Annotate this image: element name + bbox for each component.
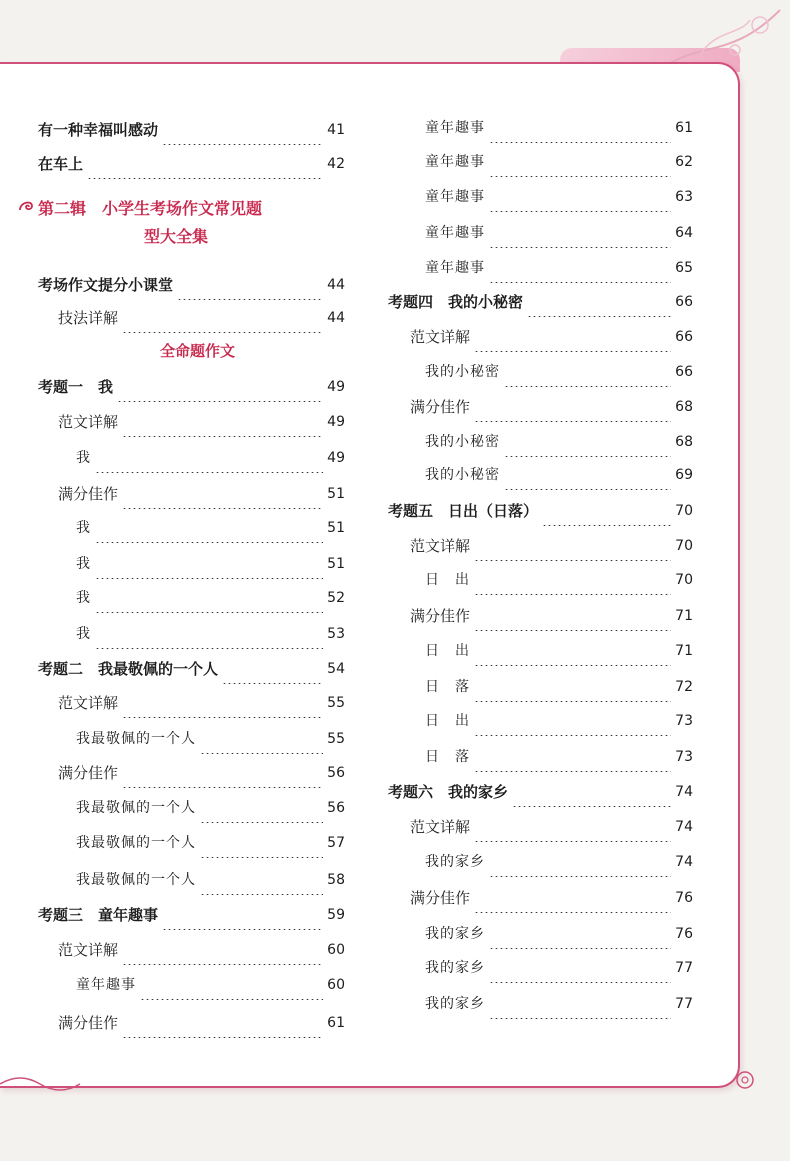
toc-entry-title: 考场作文提分小课堂 bbox=[38, 276, 174, 294]
toc-entry[interactable] bbox=[58, 935, 345, 965]
toc-entry-title: 满分佳作 bbox=[58, 1014, 119, 1032]
toc-entry-title: 满分佳作 bbox=[410, 607, 471, 625]
dot-leader bbox=[512, 777, 671, 807]
dot-leader bbox=[474, 672, 671, 702]
toc-entry-page: 51 bbox=[327, 520, 345, 536]
dot-leader bbox=[162, 900, 323, 930]
toc-entry-title: 考题六 我的家乡 bbox=[388, 783, 509, 801]
toc-entry[interactable] bbox=[425, 427, 693, 457]
subsection-heading: 全命题作文 bbox=[160, 342, 236, 360]
toc-entry-page: 49 bbox=[327, 379, 345, 395]
bottom-border-swirl bbox=[0, 1070, 760, 1100]
toc-entry[interactable] bbox=[58, 407, 345, 437]
dot-leader bbox=[504, 357, 671, 387]
toc-entry-title: 范文详解 bbox=[410, 537, 471, 555]
dot-leader bbox=[122, 303, 323, 333]
toc-entry[interactable] bbox=[58, 1008, 345, 1038]
toc-entry[interactable] bbox=[38, 149, 345, 179]
toc-entry[interactable] bbox=[425, 919, 693, 949]
dot-leader bbox=[162, 115, 323, 145]
toc-entry[interactable] bbox=[38, 900, 345, 930]
dot-leader bbox=[122, 407, 323, 437]
toc-entry[interactable] bbox=[38, 270, 345, 300]
toc-entry[interactable] bbox=[425, 182, 693, 212]
toc-entry-page: 77 bbox=[675, 960, 693, 976]
toc-entry[interactable] bbox=[425, 989, 693, 1019]
toc-entry-title: 我最敬佩的一个人 bbox=[76, 872, 196, 888]
dot-leader bbox=[95, 443, 323, 473]
dot-leader bbox=[87, 149, 323, 179]
toc-entry-page: 61 bbox=[675, 120, 693, 136]
toc-entry-title: 日 出 bbox=[425, 713, 470, 729]
dot-leader bbox=[474, 392, 671, 422]
toc-entry-title: 考题二 我最敬佩的一个人 bbox=[38, 660, 219, 678]
dot-leader bbox=[95, 549, 323, 579]
toc-entry-title: 我最敬佩的一个人 bbox=[76, 731, 196, 747]
dot-leader bbox=[122, 1008, 323, 1038]
toc-entry-title: 考题五 日出（日落） bbox=[388, 502, 539, 520]
toc-entry[interactable] bbox=[425, 847, 693, 877]
toc-entry-title: 童年趣事 bbox=[76, 977, 136, 993]
toc-entry-title: 我 bbox=[76, 520, 91, 536]
toc-entry-page: 74 bbox=[675, 854, 693, 870]
toc-entry[interactable] bbox=[425, 218, 693, 248]
toc-entry[interactable] bbox=[410, 392, 693, 422]
toc-entry-title: 我的家乡 bbox=[425, 854, 485, 870]
toc-entry[interactable] bbox=[76, 549, 345, 579]
toc-entry[interactable] bbox=[76, 793, 345, 823]
toc-entry[interactable] bbox=[76, 970, 345, 1000]
dot-leader bbox=[122, 479, 323, 509]
toc-entry-title: 我的家乡 bbox=[425, 926, 485, 942]
toc-entry-page: 55 bbox=[327, 695, 345, 711]
toc-entry-title: 我的小秘密 bbox=[425, 467, 500, 483]
toc-entry-page: 71 bbox=[675, 643, 693, 659]
toc-entry-page: 44 bbox=[327, 310, 345, 326]
toc-entry-page: 69 bbox=[675, 467, 693, 483]
dot-leader bbox=[474, 531, 671, 561]
toc-entry-page: 76 bbox=[675, 890, 693, 906]
section-heading-line1: 第二辑 小学生考场作文常见题 bbox=[38, 199, 263, 218]
toc-entry-page: 54 bbox=[327, 661, 345, 677]
toc-entry-page: 70 bbox=[675, 572, 693, 588]
toc-entry-page: 73 bbox=[675, 749, 693, 765]
toc-entry[interactable] bbox=[76, 619, 345, 649]
dot-leader bbox=[474, 322, 671, 352]
toc-entry-title: 我的家乡 bbox=[425, 960, 485, 976]
toc-entry[interactable] bbox=[76, 865, 345, 895]
dot-leader bbox=[474, 883, 671, 913]
toc-entry[interactable] bbox=[76, 443, 345, 473]
toc-entry-page: 49 bbox=[327, 450, 345, 466]
toc-entry-title: 我的小秘密 bbox=[425, 434, 500, 450]
dot-leader bbox=[474, 812, 671, 842]
dot-leader bbox=[474, 742, 671, 772]
toc-entry-title: 满分佳作 bbox=[410, 398, 471, 416]
toc-entry-title: 满分佳作 bbox=[58, 764, 119, 782]
toc-entry-page: 71 bbox=[675, 608, 693, 624]
dot-leader bbox=[117, 372, 323, 402]
toc-entry[interactable] bbox=[58, 758, 345, 788]
toc-entry[interactable] bbox=[425, 357, 693, 387]
toc-entry[interactable] bbox=[388, 496, 693, 526]
toc-entry[interactable] bbox=[38, 372, 345, 402]
dot-leader bbox=[95, 513, 323, 543]
toc-entry-title: 技法详解 bbox=[58, 309, 119, 327]
toc-entry[interactable] bbox=[425, 706, 693, 736]
dot-leader bbox=[200, 793, 323, 823]
toc-entry-title: 我 bbox=[76, 590, 91, 606]
dot-leader bbox=[474, 636, 671, 666]
toc-entry[interactable] bbox=[388, 287, 693, 317]
toc-entry-title: 日 落 bbox=[425, 749, 470, 765]
toc-entry[interactable] bbox=[410, 531, 693, 561]
toc-entry-page: 60 bbox=[327, 942, 345, 958]
toc-entry-title: 我的家乡 bbox=[425, 996, 485, 1012]
toc-entry-title: 考题三 童年趣事 bbox=[38, 906, 159, 924]
toc-entry-title: 日 出 bbox=[425, 572, 470, 588]
toc-entry[interactable] bbox=[58, 479, 345, 509]
toc-entry-page: 60 bbox=[327, 977, 345, 993]
dot-leader bbox=[527, 287, 671, 317]
toc-entry-page: 73 bbox=[675, 713, 693, 729]
dot-leader bbox=[489, 147, 671, 177]
toc-entry-title: 日 落 bbox=[425, 679, 470, 695]
dot-leader bbox=[95, 619, 323, 649]
dot-leader bbox=[489, 953, 671, 983]
toc-entry-title: 童年趣事 bbox=[425, 154, 485, 170]
toc-entry[interactable] bbox=[425, 460, 693, 490]
dot-leader bbox=[222, 654, 323, 684]
swirl-icon bbox=[18, 198, 36, 214]
toc-entry-title: 日 出 bbox=[425, 643, 470, 659]
toc-entry[interactable] bbox=[425, 113, 693, 143]
toc-entry-title: 我的小秘密 bbox=[425, 364, 500, 380]
toc-entry[interactable] bbox=[425, 672, 693, 702]
toc-entry-title: 范文详解 bbox=[58, 694, 119, 712]
dot-leader bbox=[489, 218, 671, 248]
toc-entry[interactable] bbox=[38, 654, 345, 684]
toc-entry-title: 我最敬佩的一个人 bbox=[76, 800, 196, 816]
toc-entry[interactable] bbox=[425, 253, 693, 283]
toc-entry-page: 56 bbox=[327, 765, 345, 781]
toc-entry-page: 66 bbox=[675, 329, 693, 345]
toc-entry-page: 74 bbox=[675, 819, 693, 835]
toc-entry-title: 范文详解 bbox=[58, 413, 119, 431]
section-heading-line2: 型大全集 bbox=[144, 227, 209, 246]
toc-entry[interactable] bbox=[410, 812, 693, 842]
toc-entry[interactable] bbox=[58, 303, 345, 333]
dot-leader bbox=[474, 565, 671, 595]
toc-entry[interactable] bbox=[425, 147, 693, 177]
section-heading bbox=[38, 195, 358, 251]
toc-entry[interactable] bbox=[38, 115, 345, 145]
toc-entry-page: 61 bbox=[327, 1015, 345, 1031]
toc-entry-page: 70 bbox=[675, 538, 693, 554]
toc-entry-title: 我 bbox=[76, 626, 91, 642]
toc-entry[interactable] bbox=[388, 777, 693, 807]
toc-entry-title: 我 bbox=[76, 556, 91, 572]
toc-entry-title: 有一种幸福叫感动 bbox=[38, 121, 159, 139]
toc-entry[interactable] bbox=[58, 688, 345, 718]
dot-leader bbox=[95, 583, 323, 613]
toc-entry-title: 满分佳作 bbox=[410, 889, 471, 907]
toc-entry-title: 满分佳作 bbox=[58, 485, 119, 503]
dot-leader bbox=[489, 847, 671, 877]
dot-leader bbox=[489, 989, 671, 1019]
dot-leader bbox=[122, 935, 323, 965]
toc-entry-title: 范文详解 bbox=[410, 328, 471, 346]
toc-entry-page: 56 bbox=[327, 800, 345, 816]
toc-entry-page: 51 bbox=[327, 486, 345, 502]
dot-leader bbox=[200, 724, 323, 754]
dot-leader bbox=[489, 919, 671, 949]
dot-leader bbox=[474, 706, 671, 736]
toc-entry[interactable] bbox=[76, 513, 345, 543]
toc-entry-title: 考题一 我 bbox=[38, 378, 114, 396]
dot-leader bbox=[122, 688, 323, 718]
toc-entry-page: 77 bbox=[675, 996, 693, 1012]
toc-entry-page: 41 bbox=[327, 122, 345, 138]
toc-entry[interactable] bbox=[425, 953, 693, 983]
toc-entry-page: 44 bbox=[327, 277, 345, 293]
toc-entry-page: 68 bbox=[675, 399, 693, 415]
toc-entry-title: 童年趣事 bbox=[425, 225, 485, 241]
toc-entry-page: 72 bbox=[675, 679, 693, 695]
toc-entry-page: 64 bbox=[675, 225, 693, 241]
toc-entry-page: 53 bbox=[327, 626, 345, 642]
toc-entry[interactable] bbox=[76, 583, 345, 613]
toc-entry-page: 63 bbox=[675, 189, 693, 205]
toc-entry-page: 58 bbox=[327, 872, 345, 888]
dot-leader bbox=[542, 496, 671, 526]
toc-entry-title: 童年趣事 bbox=[425, 120, 485, 136]
dot-leader bbox=[122, 758, 323, 788]
dot-leader bbox=[504, 460, 671, 490]
toc-entry-page: 66 bbox=[675, 364, 693, 380]
toc-entry-page: 62 bbox=[675, 154, 693, 170]
toc-entry-page: 68 bbox=[675, 434, 693, 450]
dot-leader bbox=[140, 970, 323, 1000]
toc-entry-page: 52 bbox=[327, 590, 345, 606]
dot-leader bbox=[474, 601, 671, 631]
toc-entry-title: 在车上 bbox=[38, 155, 84, 173]
toc-entry[interactable] bbox=[425, 565, 693, 595]
toc-entry-title: 我 bbox=[76, 450, 91, 466]
toc-entry-title: 范文详解 bbox=[58, 941, 119, 959]
dot-leader bbox=[177, 270, 323, 300]
dot-leader bbox=[200, 865, 323, 895]
dot-leader bbox=[504, 427, 671, 457]
toc-entry-page: 57 bbox=[327, 835, 345, 851]
toc-entry-page: 76 bbox=[675, 926, 693, 942]
toc-entry-page: 66 bbox=[675, 294, 693, 310]
dot-leader bbox=[489, 253, 671, 283]
toc-entry[interactable] bbox=[425, 636, 693, 666]
toc-entry[interactable] bbox=[410, 883, 693, 913]
toc-entry-page: 74 bbox=[675, 784, 693, 800]
dot-leader bbox=[489, 113, 671, 143]
toc-entry[interactable] bbox=[76, 828, 345, 858]
toc-entry-title: 我最敬佩的一个人 bbox=[76, 835, 196, 851]
toc-entry-page: 51 bbox=[327, 556, 345, 572]
toc-entry-page: 49 bbox=[327, 414, 345, 430]
toc-entry[interactable] bbox=[410, 322, 693, 352]
toc-entry-title: 童年趣事 bbox=[425, 260, 485, 276]
toc-entry-title: 范文详解 bbox=[410, 818, 471, 836]
toc-entry-page: 70 bbox=[675, 503, 693, 519]
toc-entry-title: 考题四 我的小秘密 bbox=[388, 293, 524, 311]
toc-entry[interactable] bbox=[76, 724, 345, 754]
toc-entry-page: 65 bbox=[675, 260, 693, 276]
toc-entry[interactable] bbox=[425, 742, 693, 772]
toc-entry-page: 42 bbox=[327, 156, 345, 172]
toc-entry-title: 童年趣事 bbox=[425, 189, 485, 205]
dot-leader bbox=[200, 828, 323, 858]
toc-entry-page: 55 bbox=[327, 731, 345, 747]
dot-leader bbox=[489, 182, 671, 212]
toc-entry[interactable] bbox=[410, 601, 693, 631]
toc-entry-page: 59 bbox=[327, 907, 345, 923]
